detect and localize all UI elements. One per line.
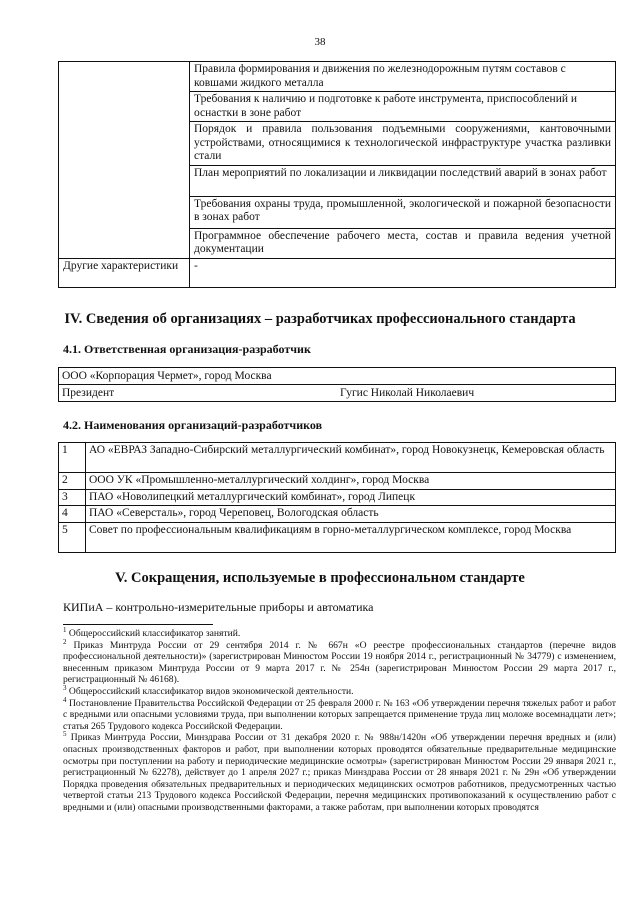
table-row: [59, 506, 616, 523]
other-characteristics-value: -: [190, 258, 616, 287]
row-number: 1: [59, 443, 86, 473]
footnote: [63, 683, 616, 698]
row-number: 4: [59, 506, 86, 523]
table-cell: Правила формирования и движения по железнодорожным путям составов с ковшами жидкого металла: [190, 62, 616, 92]
other-characteristics-label: Другие характеристики: [59, 258, 190, 287]
footnote-text: Приказ Минтруда России от 29 сентября 2014 г. № 667н «О реестре профессиональных стандартов (перечне видов профессиональной деятельности)» (зарегистрирован Минюстом России 19 ноября 2014 г., регистрационный № 34779) с изменением, внесенным приказом Минтруда России от 9 марта 2017 г. № 254н (зарегистрирован Минюстом России 29 марта 2017 г., регистрационный № 46168).: [63, 639, 616, 686]
developer-name: ПАО «Новолипецкий металлургический комбинат», город Липецк: [86, 489, 616, 506]
footnote-text: Общероссийский классификатор видов экономической деятельности.: [66, 685, 354, 697]
table-row: [59, 258, 616, 287]
table-cell: План мероприятий по локализации и ликвидации последствий аварий в зонах работ: [190, 166, 616, 196]
footnote: [63, 625, 616, 640]
table-row: [59, 522, 616, 552]
position-title: Президент: [59, 385, 338, 402]
footnotes: [63, 625, 616, 814]
footnote: [63, 732, 616, 813]
page-number: 38: [314, 36, 326, 48]
table-row: [59, 443, 616, 473]
developer-name: ПАО «Северсталь», город Череповец, Вологодская область: [86, 506, 616, 523]
footnote-text: Общероссийский классификатор занятий.: [66, 628, 241, 639]
footnote-marker: 1: [63, 625, 67, 634]
developer-name: Совет по профессиональным квалификациям в горно-металлургическом комплексе, город Москва: [86, 522, 616, 552]
table-row: [59, 489, 616, 506]
section-iv-title: IV. Сведения об организациях – разработчиках профессионального стандарта: [64, 311, 576, 327]
row-number: 5: [59, 522, 86, 552]
table-cell: Требования охраны труда, промышленной, экологической и пожарной безопасности в зонах работ: [190, 196, 616, 228]
empty-cell: [59, 62, 190, 259]
footnote-text: Приказ Минтруда России, Минздрава России от 31 декабря 2020 г. № 988н/1420н «Об утверждении перечня вредных и (или) опасных производственных факторов и работ, при выполнении которых проводятся обязательные предварительные медицинские осмотры при поступлении на работу и периодические медицинские осмотры» (зарегистрирован Минюстом России 29 января 2021 г., регистрационный № 62278), действует до 1 апреля 2027 г.; приказ Минздрава России от 28 января 2021 г. № 29н «Об утверждении Порядка проведения обязательных предварительных и периодических медицинских осмотров работников, предусмотренных частью четвертой статьи 213 Трудового кодекса Российской Федерации, перечня медицинских противопоказаний к осуществлению работ с вредными и (или) опасными производственными факторами, а также работам, при выполнении которых проводятся: [63, 732, 616, 813]
responsible-organization-table: [58, 367, 616, 402]
footnote-marker: 5: [63, 730, 67, 739]
abbreviation-entry: КИПиА – контрольно-измерительные приборы и автоматика: [63, 600, 374, 614]
footnote: [63, 695, 616, 733]
footnote-marker: 4: [63, 695, 67, 704]
footnote-text: Постановление Правительства Российской Федерации от 25 февраля 2000 г. № 163 «Об утверждении перечня тяжелых работ и работ с вредными или опасными условиями труда, при выполнении которых запрещается применение труда лиц моложе восемнадцати лет»; статья 265 Трудового кодекса Российской Федерации.: [63, 697, 616, 732]
characteristics-table: [58, 61, 616, 288]
table-row: [59, 473, 616, 490]
developer-name: ООО УК «Промышленно-металлургический холдинг», город Москва: [86, 473, 616, 490]
footnote-marker: 2: [63, 637, 67, 646]
footnote: [63, 637, 616, 686]
table-cell: Порядок и правила пользования подъемными сооружениями, кантовочными устройствами, относящимися к технологической инфраструктуре участка разливки стали: [190, 122, 616, 166]
person-name: Гугис Николай Николаевич: [337, 385, 616, 402]
developer-organizations-table: [58, 442, 616, 553]
row-number: 3: [59, 489, 86, 506]
table-cell: Требования к наличию и подготовке к работе инструмента, приспособлений и оснастки в зоне работ: [190, 92, 616, 122]
developer-name: АО «ЕВРАЗ Западно-Сибирский металлургический комбинат», город Новокузнецк, Кемеровская область: [86, 443, 616, 473]
footnote-divider: [63, 624, 213, 625]
table-row: [59, 385, 616, 402]
subsection-4-1-title: 4.1. Ответственная организация-разработчик: [63, 342, 311, 356]
row-number: 2: [59, 473, 86, 490]
table-cell: Программное обеспечение рабочего места, состав и правила ведения учетной документации: [190, 228, 616, 258]
organization-name: ООО «Корпорация Чермет», город Москва: [59, 368, 616, 385]
footnote-marker: 3: [63, 683, 67, 692]
subsection-4-2-title: 4.2. Наименования организаций-разработчиков: [63, 418, 323, 432]
table-row: [59, 62, 616, 92]
section-v-title: V. Сокращения, используемые в профессиональном стандарте: [115, 570, 525, 586]
table-row: [59, 368, 616, 385]
